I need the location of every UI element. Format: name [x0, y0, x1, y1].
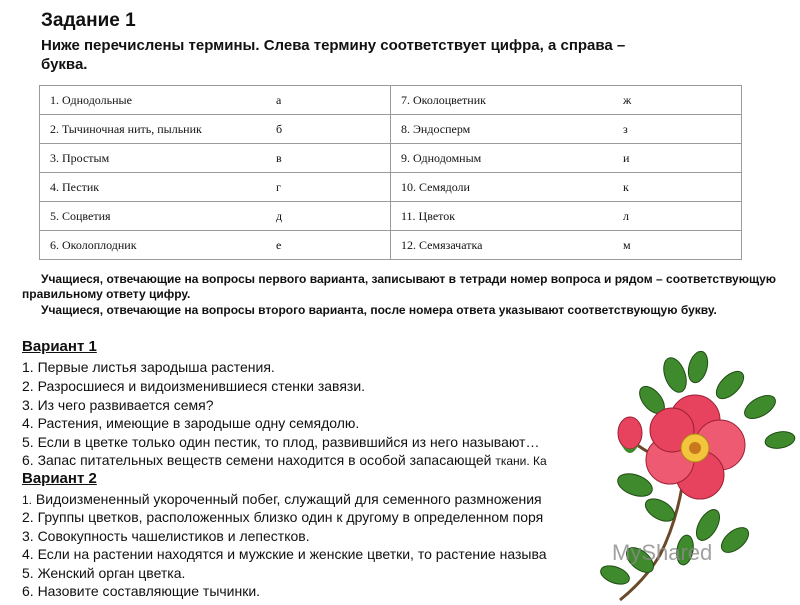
variant2-question: 3. Совокупность чашелистиков и лепестков. — [22, 528, 310, 544]
variant2-question: 6. Назовите составляющие тычинки. — [22, 583, 261, 599]
terms-table-row — [40, 202, 742, 231]
term-text: 1. Однодольные — [50, 93, 132, 107]
terms-table-cell — [391, 231, 742, 260]
term-letter: в — [276, 151, 282, 165]
term-text: 2. Тычиночная нить, пыльник — [50, 122, 202, 136]
variant1-question-6-tail: ткани. Ка — [495, 454, 547, 468]
term-text: 4. Пестик — [50, 180, 100, 194]
terms-table-cell — [40, 115, 391, 144]
term-text: 12. Семязачатка — [401, 238, 483, 252]
term-letter: л — [623, 209, 629, 223]
terms-table-row — [40, 231, 742, 260]
term-letter: ж — [623, 93, 632, 107]
terms-table-cell — [391, 202, 742, 231]
term-text: 10. Семядоли — [401, 180, 470, 194]
terms-table-cell — [391, 115, 742, 144]
term-text: 8. Эндосперм — [401, 122, 471, 136]
instruction-variant1 — [22, 272, 776, 302]
term-text: 9. Однодомным — [401, 151, 482, 165]
terms-table-cell — [391, 86, 742, 115]
watermark: MyShared — [612, 540, 713, 565]
terms-table-row — [40, 144, 742, 173]
rose-flower-illustration — [590, 345, 800, 605]
rose-blossom — [646, 395, 745, 499]
variant2-question: 2. Группы цветков, расположенных близко один к другому в определенном поря — [22, 509, 544, 525]
term-text: 6. Околоплодник — [50, 238, 137, 252]
terms-table-row — [40, 173, 742, 202]
term-text: 11. Цветок — [401, 209, 456, 223]
variant1-question-6-text: 6. Запас питательных веществ семени находится в особой запасающей — [22, 452, 492, 468]
term-letter: е — [276, 238, 282, 252]
term-letter: м — [623, 238, 631, 252]
variant1-question: 2. Разросшиеся и видоизменившиеся стенки завязи. — [22, 378, 366, 394]
variant1-question: 3. Из чего развивается семя? — [22, 397, 214, 413]
variant2-question: 4. Если на растении находятся и мужские и женские цветки, то растение называ — [22, 546, 547, 562]
terms-table — [39, 85, 742, 260]
terms-table-cell — [40, 86, 391, 115]
variant1-question: 1. Первые листья зародыша растения. — [22, 359, 275, 375]
term-letter: г — [276, 180, 281, 194]
terms-table-cell — [40, 144, 391, 173]
terms-table-row — [40, 86, 742, 115]
variant1-question: 5. Если в цветке только один пестик, то плод, развившийся из него называют… — [22, 434, 540, 450]
terms-table-cell — [391, 173, 742, 202]
variant1-question: 4. Растения, имеющие в зародыше одну семядолю. — [22, 415, 360, 431]
term-text: 3. Простым — [50, 151, 110, 165]
term-letter: к — [623, 180, 629, 194]
term-letter: з — [623, 122, 628, 136]
terms-table-cell — [391, 144, 742, 173]
variant2-question-1-text: Видоизмененный укороченный побег, служащий для семенного размножения — [35, 491, 542, 507]
term-letter: б — [276, 122, 283, 136]
task-title: Задание 1 — [41, 10, 136, 31]
variant2-heading: Вариант 2 — [22, 470, 97, 487]
variant1-question-6 — [22, 452, 547, 468]
terms-table-cell — [40, 202, 391, 231]
task-subtitle: Ниже перечислены термины. Слева термину соответствует цифра, а справа – буква. — [41, 37, 626, 73]
terms-table-cell — [40, 231, 391, 260]
terms-table-row — [40, 115, 742, 144]
term-text: 5. Соцветия — [50, 209, 111, 223]
instruction-variant2 — [22, 303, 776, 318]
term-text: 7. Околоцветник — [401, 93, 486, 107]
term-letter: а — [276, 93, 282, 107]
instruction-variant2-text: Учащиеся, отвечающие на вопросы второго варианта, после номера ответа указывают соответствующую букву. — [41, 303, 717, 317]
term-letter: д — [276, 209, 283, 223]
terms-table-cell — [40, 173, 391, 202]
variant1-heading: Вариант 1 — [22, 338, 97, 355]
variant2-question: 5. Женский орган цветка. — [22, 565, 186, 581]
term-letter: и — [623, 151, 630, 165]
variant2-question-1 — [22, 491, 542, 507]
instruction-variant1-text: Учащиеся, отвечающие на вопросы первого варианта, записывают в тетради номер вопроса и рядом – соответствующую правильному ответу цифру. — [22, 272, 776, 301]
variant2-question-1-num: 1. — [22, 493, 33, 507]
